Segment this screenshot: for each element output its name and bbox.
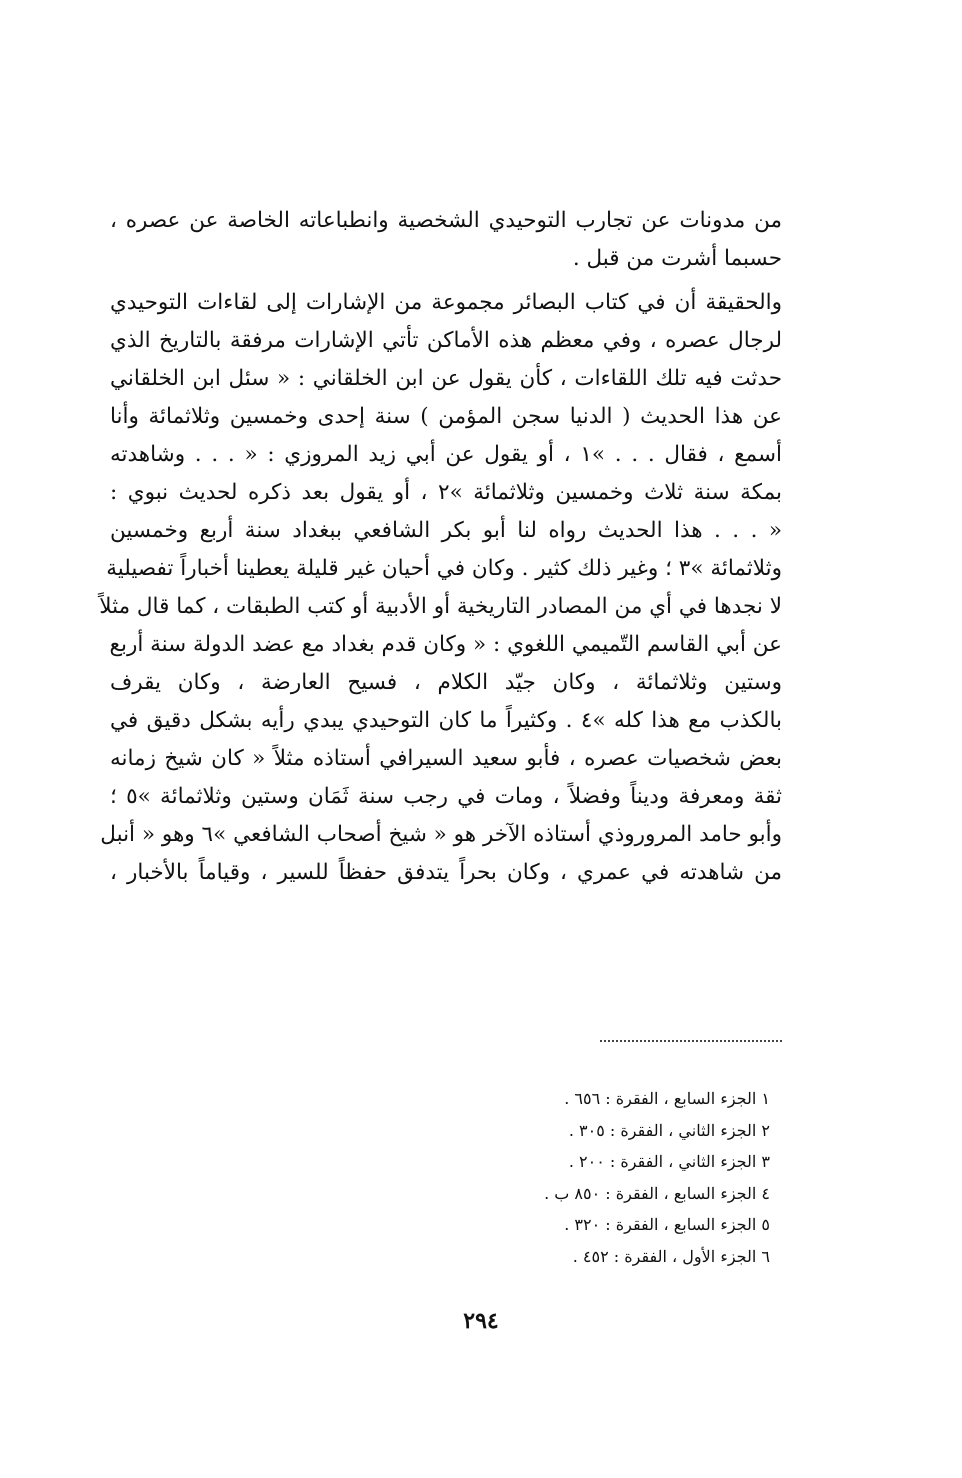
text-line: والحقيقة أن في كتاب البصائر مجموعة من الإشارات إلى لقاءات التوحيدي <box>110 290 782 315</box>
text-line: ثقة ومعرفة وديناً وفضلاً ، ومات في رجب سنة ثَمَان وستين وثلاثمائة »٥ ؛ <box>110 784 783 809</box>
footnote-2: ٢ الجزء الثاني ، الفقرة : ٣٠٥ . <box>568 1120 770 1140</box>
text-line: « . . . هذا الحديث رواه لنا أبو بكر الشافعي ببغداد سنة أربع وخمسين <box>110 518 782 543</box>
text-line: حدثت فيه تلك اللقاءات ، كأن يقول عن ابن الخلقاني : « سئل ابن الخلقاني <box>110 366 782 391</box>
footnote-6: ٦ الجزء الأول ، الفقرة : ٤٥٢ . <box>572 1246 770 1266</box>
text-line: بمكة سنة ثلاث وخمسين وثلاثمائة »٢ ، أو يقول بعد ذكره لحديث نبوي : <box>110 480 782 505</box>
footnote-3: ٣ الجزء الثاني ، الفقرة : ٢٠٠ . <box>568 1152 770 1171</box>
text-line: بعض شخصيات عصره ، فأبو سعيد السيرافي أستاذه مثلاً « كان شيخ زمانه <box>110 746 782 771</box>
page-number: ٢٩٤ <box>463 1308 499 1334</box>
text-line: لا نجدها في أي من المصادر التاريخية أو الأدبية أو كتب الطبقات ، كما قال مثلاً <box>99 594 782 619</box>
text-line: وستين وثلاثمائة ، وكان جيّد الكلام ، فسيح العارضة ، وكان يقرف <box>110 670 782 695</box>
text-line: من شاهدته في عمري ، وكان بحراً يتدفق حفظاً للسير ، وقياماً بالأخبار ، <box>110 860 782 885</box>
text-line: عن أبي القاسم التّميمي اللغوي : « وكان قدم بغداد مع عضد الدولة سنة أربع <box>109 632 782 657</box>
text-line: أسمع ، فقال . . . »١ ، أو يقول عن أبي زيد المروزي : « . . . وشاهدته <box>110 442 782 467</box>
footnote-5: ٥ الجزء السابع ، الفقرة : ٣٢٠ . <box>564 1215 770 1234</box>
body-text <box>99 202 783 892</box>
footnote-separator <box>600 1040 782 1042</box>
footnote-1: ١ الجزء السابع ، الفقرة : ٦٥٦ . <box>564 1089 770 1108</box>
text-line: بالكذب مع هذا كله »٤ . وكثيراً ما كان التوحيدي يبدي رأيه بشكل دقيق في <box>110 708 782 733</box>
text-line: حسبما أشرت من قبل . <box>572 246 782 271</box>
text-line: من مدونات عن تجارب التوحيدي الشخصية وانطباعاته الخاصة عن عصره ، <box>110 208 782 233</box>
paragraph-2 <box>99 284 783 892</box>
footnote-4: ٤ الجزء السابع ، الفقرة : ٨٥٠ ب . <box>544 1183 770 1203</box>
text-line: عن هذا الحديث ( الدنيا سجن المؤمن ) سنة إحدى وخمسين وثلاثمائة وأنا <box>110 404 782 429</box>
footnotes <box>470 1083 770 1272</box>
text-line: وثلاثمائة »٣ ؛ وغير ذلك كثير . وكان في أحيان غير قليلة يعطينا أخباراً تفصيلية <box>106 556 782 581</box>
text-line: وأبو حامد المروروذي أستاذه الآخر هو « شيخ أصحاب الشافعي »٦ وهو « أنبل <box>100 822 782 847</box>
text-line: لرجال عصره ، وفي معظم هذه الأماكن تأتي الإشارات مرفقة بالتاريخ الذي <box>110 328 782 353</box>
paragraph-1 <box>110 202 782 278</box>
